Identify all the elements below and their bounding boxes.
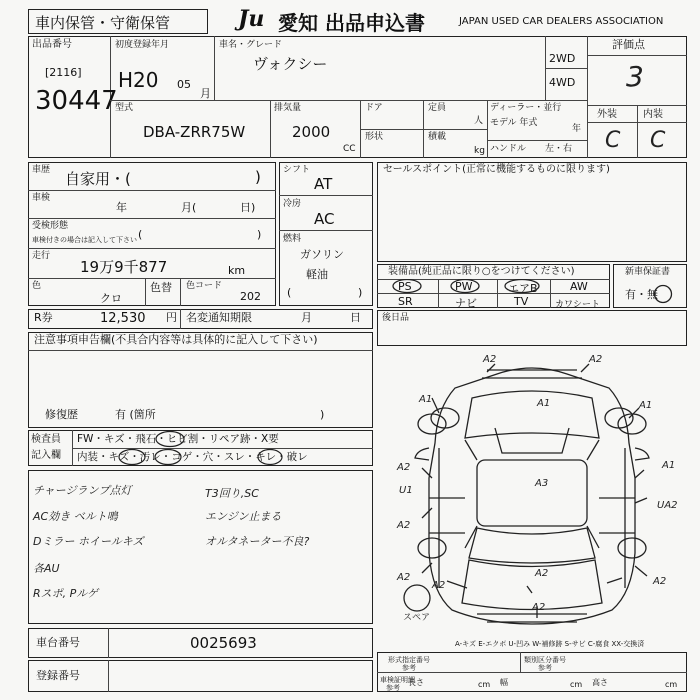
mark-u1-left: U1 [399, 485, 413, 496]
mark-a1-right-door: A1 [662, 460, 676, 471]
color-code-label: 色コード [186, 281, 223, 291]
fuel-label: 燃料 [283, 234, 302, 244]
aircon-value: AC [314, 210, 335, 228]
color-change-label: 色替 [150, 281, 172, 294]
association-name: JAPAN USED CAR DEALERS ASSOCIATION [459, 16, 664, 27]
mark-a1-left-front: A1 [419, 394, 433, 405]
name-change-day: 日 [350, 311, 361, 324]
mark-a2-left-door: A2 [397, 462, 411, 473]
year-unit: 年 [572, 124, 582, 134]
equip-leather: カワシート [555, 300, 601, 310]
dims-height-unit: cm [665, 680, 678, 689]
equip-navi: ナビ [455, 297, 477, 310]
history-close: ) [255, 168, 261, 186]
recycle-value: 12,530 [100, 311, 146, 326]
displacement-value: 2000 [292, 123, 331, 141]
model-name: ヴォクシー [253, 55, 328, 73]
door-label: ドア [365, 103, 383, 113]
registration-no-label: 登録番号 [36, 669, 80, 682]
capacity-label: 定員 [428, 103, 447, 113]
car-damage-diagram [377, 348, 687, 638]
warranty-circle [652, 284, 674, 304]
capacity-unit: 人 [474, 116, 484, 126]
color-code: 202 [240, 290, 261, 303]
drive-2wd: 2WD [549, 52, 576, 65]
registration-month-unit: 月 [200, 87, 211, 100]
mileage-label: 走行 [32, 251, 51, 261]
repair-label: 修復歴 [45, 408, 78, 421]
dims-height: 高さ [592, 678, 608, 687]
grade-value: 3 [626, 60, 644, 93]
registration-label: 初度登録年月 [115, 40, 170, 50]
dims-width: 幅 [500, 678, 508, 687]
form-designation-sub: 参考 [402, 664, 416, 672]
displacement-label: 排気量 [274, 103, 302, 113]
inspector-label-2: 記入欄 [31, 450, 61, 461]
inspector-row-1: FW・キズ・飛石・ヒビ割・リペア跡・X要 [77, 433, 279, 445]
lot-number: 30447 [35, 86, 118, 116]
mark-a1-hood: A1 [537, 398, 551, 409]
mark-a1-right-front: A1 [639, 400, 653, 411]
load-unit: kg [474, 146, 485, 156]
dims-width-unit: cm [570, 680, 583, 689]
note-right-2: エンジン止まる [205, 510, 282, 523]
damage-legend: A-キズ E-エクボ U-凹み W-補修跡 S-サビ C-腐食 XX-交換済 [455, 640, 645, 648]
repair-value: 有 (箇所 [115, 408, 156, 421]
mark-a2-rear-left: A2 [432, 580, 446, 591]
mark-a2-front-left: A2 [483, 354, 497, 365]
displacement-unit: CC [343, 144, 356, 154]
mark-a2-right-rear: A2 [653, 576, 667, 587]
dims-length-unit: cm [478, 680, 491, 689]
form-title: 愛知 出品申込書 [278, 11, 425, 35]
inspection-label: 車検 [32, 193, 51, 203]
load-label: 積載 [428, 132, 447, 142]
mileage-value: 19万9千877 [80, 258, 168, 276]
shape-label: 形状 [365, 132, 384, 142]
inspector-circles [72, 430, 373, 466]
handle-label: ハンドル [490, 144, 527, 154]
inspection-year: 年 [116, 201, 127, 214]
color-label: 色 [32, 281, 42, 291]
category-no-sub: 参考 [538, 664, 552, 672]
handle-value: 左・右 [545, 144, 573, 154]
aircon-label: 冷房 [283, 199, 302, 209]
mark-a2-bottom: A2 [532, 602, 546, 613]
note-line-4: 各AU [33, 562, 60, 575]
equip-tv: TV [514, 295, 529, 308]
inspection-month: 月( [181, 201, 197, 214]
sales-point-block [377, 162, 687, 262]
name-change-label: 名変通知期限 [186, 311, 252, 324]
inspector-label-1: 検査員 [31, 434, 61, 445]
dims-label: 車検証明細 [380, 676, 415, 684]
warranty-label: 新車保証書 [625, 267, 671, 277]
mark-ua2-right: UA2 [657, 500, 678, 511]
registration-year: H20 [118, 68, 159, 92]
type-label: 型式 [115, 103, 134, 113]
name-change-month: 月 [301, 311, 312, 324]
equip-airbag: エアB [508, 282, 538, 295]
equip-pw: PW [455, 280, 473, 293]
fuel-open: ( [287, 286, 292, 299]
mark-a3-roof: A3 [535, 478, 549, 489]
lot-sub: [2116] [45, 66, 82, 79]
color-value: クロ [100, 292, 122, 305]
chassis-number: 0025693 [190, 634, 257, 652]
equip-sr: SR [398, 295, 413, 308]
note-right-1: T3回り,SC [205, 487, 259, 500]
mark-a2-left-lower: A2 [397, 572, 411, 583]
form-designation-label: 形式指定番号 [388, 656, 430, 664]
interior-label: 内装 [643, 109, 663, 120]
history-label: 車歴 [32, 165, 51, 175]
after-items-block [377, 310, 687, 346]
fuel-value: ガソリン [300, 248, 344, 261]
note-line-3: Dミラー ホイールキズ [33, 535, 144, 548]
equip-aw: AW [570, 280, 588, 293]
chassis-label: 車台番号 [36, 636, 80, 649]
inspector-row-2: 内装・キズ・汚レ・コゲ・穴・スレ・キレ・破レ [77, 451, 308, 463]
note-right-3: オルタネーター不良? [205, 535, 310, 548]
acceptance-label: 受検形態 [32, 221, 69, 231]
mark-a2-front-right: A2 [589, 354, 603, 365]
after-items-label: 後日品 [382, 313, 410, 323]
sales-point-label: セールスポイント(正常に機能するものに限ります) [383, 164, 610, 175]
recycle-unit: 円 [166, 311, 177, 324]
grade-label: 評価点 [612, 38, 645, 51]
model-year-label: モデル 年式 [490, 118, 538, 128]
fuel-value-2: 軽油 [306, 268, 328, 281]
equipment-label: 装備品(純正品に限り○をつけてください) [388, 266, 575, 277]
warranty-value: 有・無 [625, 288, 658, 301]
dims-length: 長さ [408, 678, 424, 687]
acceptance-note: 車検付きの場合は記入して下さい [32, 236, 137, 244]
mark-a2-rear: A2 [535, 568, 549, 579]
dims-sub: 参考 [386, 684, 400, 692]
lot-label: 出品番号 [32, 39, 72, 50]
notes-label: 注意事項申告欄(不具合内容等は具体的に記入して下さい) [34, 333, 318, 346]
type-value: DBA-ZRR75W [143, 123, 246, 141]
inspection-day: 日) [240, 201, 256, 214]
shift-label: シフト [283, 165, 311, 175]
drive-4wd: 4WD [549, 76, 576, 89]
storage-note-box [28, 9, 208, 34]
storage-note: 車内保管・守衛保管 [35, 14, 171, 32]
model-name-label: 車名・グレード [219, 40, 283, 50]
category-no-label: 類別区分番号 [524, 656, 566, 664]
equip-ps: PS [398, 280, 412, 293]
note-line-1: チャージランプ点灯 [33, 484, 132, 497]
ju-logo: Ju [238, 6, 265, 32]
registration-month: 05 [177, 78, 191, 91]
mark-a2-left-rear: A2 [397, 520, 411, 531]
exterior-label: 外装 [597, 109, 617, 120]
interior-grade: C [650, 128, 666, 153]
fuel-close: ) [358, 286, 363, 299]
history-value: 自家用・( [65, 170, 131, 188]
equipment-circles [377, 279, 610, 308]
spare-label: スペア [403, 613, 431, 623]
mileage-unit: km [228, 264, 246, 277]
dealer-label: ディーラー・並行 [490, 103, 562, 113]
acceptance-open: ( [138, 228, 143, 241]
recycle-label: R券 [34, 311, 53, 324]
shift-value: AT [314, 175, 333, 193]
exterior-grade: C [605, 128, 621, 153]
acceptance-close: ) [257, 228, 262, 241]
note-line-5: Rスポ, Pルゲ [33, 587, 99, 600]
note-line-2: AC効き ベルト鳴 [33, 510, 118, 523]
repair-close: ) [320, 408, 325, 421]
